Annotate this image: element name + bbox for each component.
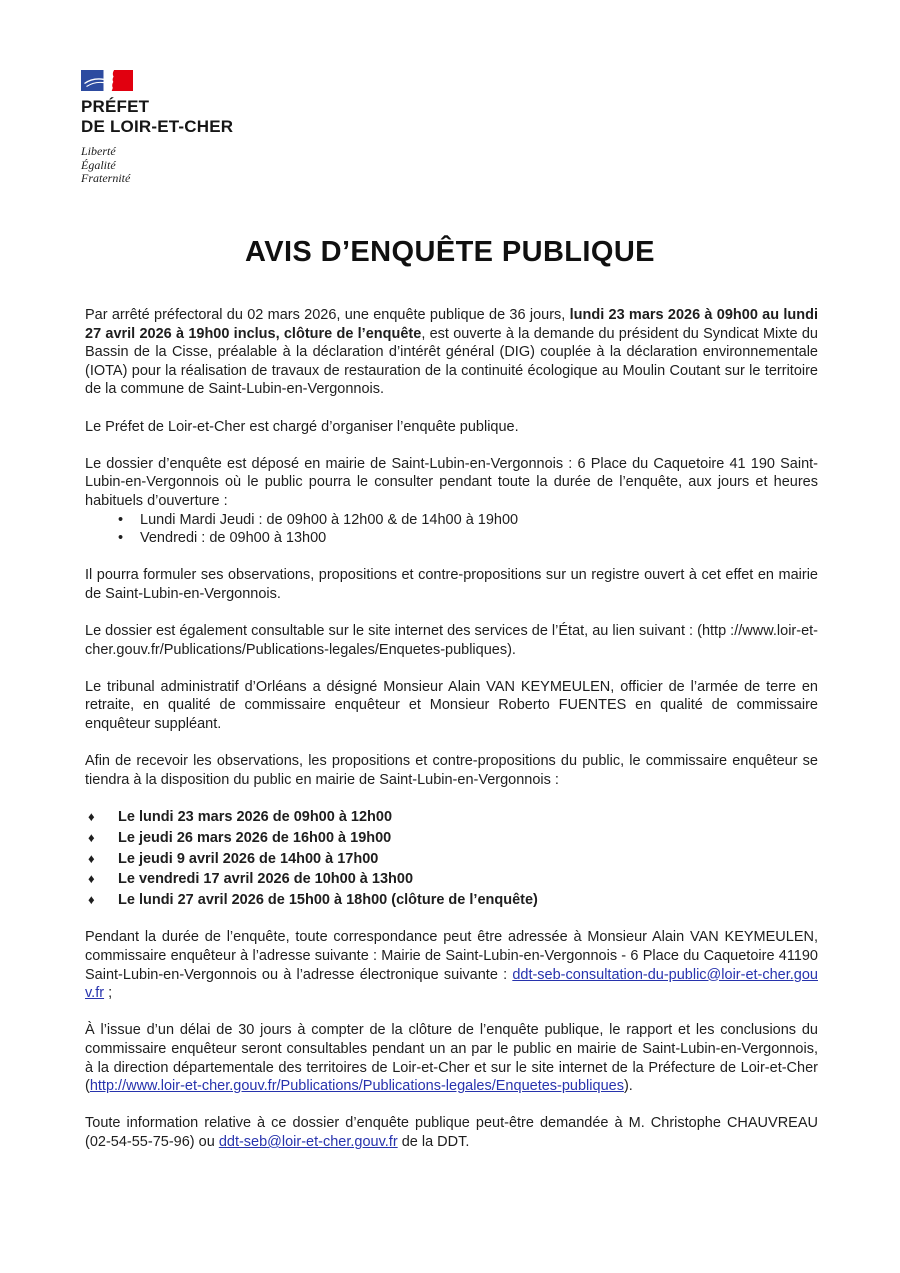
diamond-bullet-icon: ♦ xyxy=(88,829,95,845)
paragraph-arrete xyxy=(85,306,818,399)
opening-hours-text: Vendredi : de 09h00 à 13h00 xyxy=(140,530,327,547)
marianne-flag-icon xyxy=(81,70,133,91)
permanence-text: Le jeudi 9 avril 2026 de 14h00 à 17h00 xyxy=(118,850,379,867)
paragraph-site-internet: Le dossier est également consultable sur le site internet des services de l’État, au lien suivant : (http ://www.loir-et-cher.gouv.fr/Publications/Publications-legales/Enquetes-publiques). xyxy=(85,623,818,658)
permanence-text: Le lundi 27 avril 2026 de 15h00 à 18h00 (clôture de l’enquête) xyxy=(118,892,538,909)
correspondance-text: Pendant la durée de l’enquête, toute correspondance peut être adressée à Monsieur Alain VAN KEYMEULEN, commissaire enquêteur à l’adresse suivante : Mairie de Saint-Lubin-en-Vergonnois - 6 Place du Caquetoire 41190 Saint-Lubin-en-Vergonnois ou à l’adresse électronique suivante : xyxy=(85,929,818,983)
motto-liberte: Liberté xyxy=(81,144,116,158)
prefecture-logo-block xyxy=(81,70,233,186)
contact-text-post: de la DDT. xyxy=(397,1133,470,1150)
bullet-icon: • xyxy=(118,511,124,528)
motto-fraternite: Fraternité xyxy=(81,171,131,185)
paragraph-tribunal: Le tribunal administratif d’Orléans a désigné Monsieur Alain VAN KEYMEULEN, officier de l’armée de terre en retraite, en qualité de commissaire enquêteur et Monsieur Roberto FUENTES en qualité de commissaire enquêteur suppléant. xyxy=(85,678,818,733)
paragraph-rapport-conclusions xyxy=(85,1021,818,1095)
opening-hours-list xyxy=(85,511,818,548)
permanence-item xyxy=(85,850,818,869)
arrete-text-post: , est ouverte à la demande du président du Syndicat Mixte du Bassin de la Cisse, préalable à la déclaration d’intérêt général (DIG) couplée à la déclaration environnementale (IOTA) pour la réalisation de travaux de restauration de la continuité écologique au Moulin Coutant sur le territoire de la commune de Saint-Lubin-en-Vergonnois. xyxy=(85,325,819,398)
contact-text: Toute information relative à ce dossier d’enquête publique peut-être demandée à M. Christophe CHAUVREAU (02-54-55-75-96) ou xyxy=(85,1115,818,1150)
rapport-text-post: ). xyxy=(623,1078,633,1095)
diamond-bullet-icon: ♦ xyxy=(88,892,95,908)
permanences-list xyxy=(85,808,818,910)
correspondance-text-post: ; xyxy=(104,985,113,1002)
permanence-text: Le lundi 23 mars 2026 de 09h00 à 12h00 xyxy=(118,809,393,826)
permanence-item xyxy=(85,808,818,827)
rapport-text: À l’issue d’un délai de 30 jours à compter de la clôture de l’enquête publique, le rapport et les conclusions du commissaire enquêteur seront consultables pendant un an par le public en mairie de Saint-Lubin-en-Vergonnois, à la direction départementale des territoires de Loir-et-Cher et sur le site internet de la Préfecture de Loir-et-Cher ( xyxy=(85,1022,818,1095)
paragraph-registre: Il pourra formuler ses observations, propositions et contre-propositions sur un registre ouvert à cet effet en mairie de Saint-Lubin-en-Vergonnois. xyxy=(85,567,818,602)
paragraph-correspondance xyxy=(85,928,818,1002)
diamond-bullet-icon: ♦ xyxy=(88,871,95,887)
paragraph-permanences-intro: Afin de recevoir les observations, les propositions et contre-propositions du public, le commissaire enquêteur se tiendra à la disposition du public en mairie de Saint-Lubin-en-Vergonnois : xyxy=(85,753,818,788)
permanence-item xyxy=(85,870,818,889)
permanence-text: Le jeudi 26 mars 2026 de 16h00 à 19h00 xyxy=(118,829,392,846)
notice-body xyxy=(85,306,818,1170)
institution-name-line2: DE LOIR-ET-CHER xyxy=(81,116,234,136)
diamond-bullet-icon: ♦ xyxy=(88,850,95,866)
opening-hours-text: Lundi Mardi Jeudi : de 09h00 à 12h00 & de 14h00 à 19h00 xyxy=(140,511,519,528)
url-link-prefecture-publications[interactable]: http://www.loir-et-cher.gouv.fr/Publications/Publications-legales/Enquetes-publiques xyxy=(89,1078,624,1095)
permanence-text: Le vendredi 17 avril 2026 de 10h00 à 13h00 xyxy=(118,871,414,888)
diamond-bullet-icon: ♦ xyxy=(88,809,95,825)
paragraph-prefet-charge: Le Préfet de Loir-et-Cher est chargé d’organiser l’enquête publique. xyxy=(85,418,519,435)
opening-hours-item xyxy=(85,529,818,548)
paragraph-contact xyxy=(85,1114,818,1151)
email-link-consultation-du-public[interactable]: ddt-seb-consultation-du-public@loir-et-cher.gouv.fr xyxy=(85,966,818,1002)
motto-egalite: Égalité xyxy=(81,157,116,172)
bullet-icon: • xyxy=(118,530,124,547)
arrete-text-pre: Par arrêté préfectoral du 02 mars 2026, une enquête publique de 36 jours, xyxy=(85,307,570,323)
institution-name-line1: PRÉFET xyxy=(81,97,150,116)
permanence-item xyxy=(85,829,818,848)
inquiry-dates-bold: lundi 23 mars 2026 à 09h00 au lundi 27 avril 2026 à 19h00 inclus, clôture de l’enquête xyxy=(85,307,819,342)
page-title: AVIS D’ENQUÊTE PUBLIQUE xyxy=(245,236,655,268)
email-link-ddt-seb[interactable]: ddt-seb@loir-et-cher.gouv.fr xyxy=(218,1133,398,1150)
paragraph-dossier-depose: Le dossier d’enquête est déposé en mairie de Saint-Lubin-en-Vergonnois : 6 Place du Caquetoire 41 190 Saint-Lubin-en-Vergonnois où le public pourra le consulter pendant toute la durée de l’enquête, aux jours et heures habituels d’ouverture : xyxy=(85,455,818,509)
permanence-item xyxy=(85,891,818,910)
opening-hours-item xyxy=(85,511,818,530)
